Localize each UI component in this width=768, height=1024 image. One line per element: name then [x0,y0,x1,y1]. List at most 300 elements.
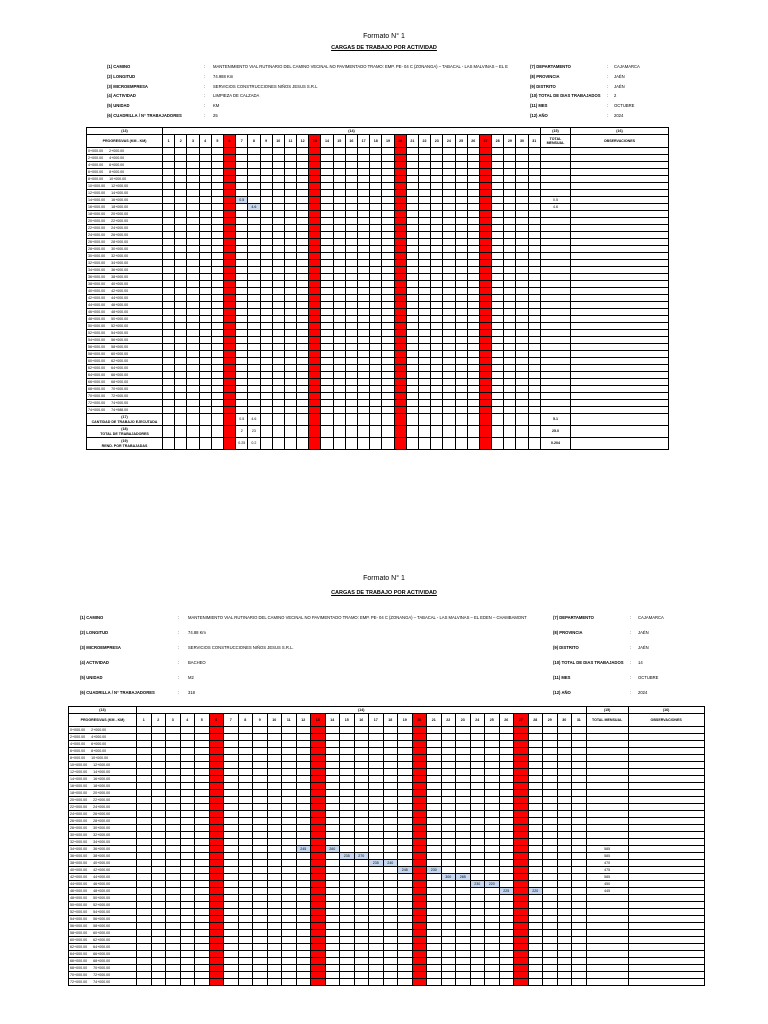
observaciones-cell [570,393,668,400]
day-cell [467,330,479,337]
day-cell [175,148,187,155]
day-cell [492,316,504,323]
day-header: 9 [253,714,268,727]
day-cell [325,748,340,755]
day-cell [180,958,195,965]
day-cell [248,393,260,400]
day-cell [479,155,491,162]
day-cell [199,400,211,407]
observaciones-cell [570,204,668,211]
table-row [87,358,669,365]
day-cell [248,155,260,162]
day-cell [431,267,443,274]
day-cell [528,281,540,288]
day-cell [282,818,297,825]
progresiva-start: 44+000.00 [88,303,106,307]
table-row [87,344,669,351]
day-cell [166,818,181,825]
day-cell [282,825,297,832]
day-cell [406,344,418,351]
day-cell [443,351,455,358]
day-cell [516,246,528,253]
day-cell [443,309,455,316]
progresiva-cell [87,232,163,239]
day-cell [456,951,471,958]
progresiva-cell [69,958,137,965]
day-cell [418,309,430,316]
day-cell [412,902,427,909]
day-cell [236,274,248,281]
day-cell [224,979,239,986]
observaciones-cell [628,853,704,860]
day-cell [412,881,427,888]
summary-day-cell [284,414,296,426]
col-header-13: (13) [87,128,163,135]
day-cell [272,246,284,253]
day-cell [311,881,326,888]
day-cell [151,804,166,811]
day-cell [455,183,467,190]
day-cell [479,344,491,351]
progresiva-end: 18+000.00 [93,784,111,788]
day-cell [431,337,443,344]
day-cell [321,295,333,302]
observaciones-cell [570,155,668,162]
day-cell [354,811,369,818]
day-cell [516,260,528,267]
day-cell [309,302,321,309]
day-cell [260,190,272,197]
day-cell [398,944,413,951]
progresiva-end: 32+000.00 [111,254,129,258]
day-cell [253,769,268,776]
day-cell [137,818,152,825]
progresiva-start: 60+000.00 [88,359,106,363]
day-cell [504,183,516,190]
day-cell [514,804,529,811]
total-mensual-cell [540,218,570,225]
day-cell [309,316,321,323]
day-cell [209,902,224,909]
day-cell [456,888,471,895]
day-cell [383,979,398,986]
day-cell [296,867,311,874]
day-cell [321,330,333,337]
progresiva-end: 24+000.00 [93,805,111,809]
day-cell [394,323,406,330]
day-cell [354,797,369,804]
day-cell [236,239,248,246]
day-cell [543,839,558,846]
day-cell [137,839,152,846]
day-cell [209,972,224,979]
day-cell [431,253,443,260]
day-cell [297,288,309,295]
day-cell [272,148,284,155]
day-cell [382,295,394,302]
progresiva-start: 56+000.00 [70,924,88,928]
day-cell [427,923,442,930]
day-header: 1 [137,714,152,727]
day-cell [187,155,199,162]
day-cell [467,316,479,323]
observaciones-cell [570,302,668,309]
day-cell [284,176,296,183]
day-cell [412,874,427,881]
day-cell [455,386,467,393]
day-cell [309,162,321,169]
day-cell [467,274,479,281]
progresiva-cell [69,755,137,762]
progresivas-header: PROGRESIVAS (KM - KM) [87,135,163,148]
day-cell [398,979,413,986]
day-cell [209,790,224,797]
progresiva-end: 64+000.00 [111,366,129,370]
day-cell [248,183,260,190]
day-cell [333,176,345,183]
day-cell [443,232,455,239]
day-cell [479,302,491,309]
summary-day-cell [443,438,455,450]
day-cell [137,797,152,804]
day-cell [456,769,471,776]
day-cell [209,881,224,888]
day-cell [325,734,340,741]
day-cell [528,267,540,274]
day-cell [528,316,540,323]
day-cell [224,727,239,734]
day-cell [224,874,239,881]
day-cell [431,274,443,281]
day-cell [321,211,333,218]
observaciones-cell [628,895,704,902]
summary-text: CANTIDAD DE TRABAJO EJECUTADA [91,419,158,424]
day-cell [180,776,195,783]
day-cell [499,811,514,818]
day-cell [528,902,543,909]
progresiva-end: 2+000.00 [109,149,125,153]
day-cell [297,323,309,330]
day-cell [223,288,235,295]
total-mensual-cell [586,902,628,909]
day-cell [166,741,181,748]
day-cell [470,790,485,797]
day-cell [443,183,455,190]
day-cell [504,148,516,155]
day-cell [485,923,500,930]
day-cell [382,344,394,351]
day-cell [195,867,210,874]
summary-day-cell [223,414,235,426]
day-header: 6 [223,135,235,148]
day-cell [479,330,491,337]
table-row [69,755,705,762]
day-cell [236,176,248,183]
progresiva-end: 72+000.00 [93,973,111,977]
day-cell [272,239,284,246]
day-cell [253,951,268,958]
progresiva-cell [87,316,163,323]
summary-day-cell [443,426,455,438]
day-cell [296,776,311,783]
day-cell [187,225,199,232]
day-cell [309,190,321,197]
summary-day-cell [199,438,211,450]
day-cell [528,351,540,358]
day-cell [394,288,406,295]
day-cell [398,972,413,979]
day-cell [383,748,398,755]
day-cell [175,393,187,400]
day-header: 17 [358,135,370,148]
day-cell [467,365,479,372]
day-cell [358,288,370,295]
day-cell [260,218,272,225]
day-cell [211,148,223,155]
day-cell [163,302,175,309]
day-cell [211,379,223,386]
summary-day-cell [455,426,467,438]
day-cell [479,260,491,267]
day-cell [382,197,394,204]
day-cell [394,267,406,274]
day-cell [383,951,398,958]
meta-value: BACHEO [188,659,206,665]
day-cell [209,853,224,860]
day-cell [272,302,284,309]
day-cell [504,260,516,267]
summary-day-cell: 2 [236,426,248,438]
day-cell [253,874,268,881]
day-cell [382,260,394,267]
observaciones-cell [628,923,704,930]
day-header: 26 [499,714,514,727]
summary-observaciones [570,414,668,426]
day-cell [557,923,572,930]
day-cell [470,762,485,769]
day-cell [557,811,572,818]
day-cell [333,344,345,351]
day-cell [557,944,572,951]
meta-colon: : [178,689,180,695]
day-cell [543,909,558,916]
day-cell [557,972,572,979]
progresiva-cell [69,951,137,958]
progresiva-cell [87,302,163,309]
day-cell [284,281,296,288]
day-cell [427,804,442,811]
day-cell [223,232,235,239]
day-cell [398,888,413,895]
day-cell [394,295,406,302]
day-cell [516,316,528,323]
summary-day-cell [297,414,309,426]
day-cell [485,755,500,762]
day-cell [369,874,384,881]
day-cell [467,169,479,176]
day-cell [199,246,211,253]
day-cell [358,379,370,386]
day-cell [431,393,443,400]
progresiva-start: 46+000.00 [88,310,106,314]
day-cell [199,267,211,274]
day-cell [406,309,418,316]
day-cell [456,734,471,741]
day-cell [223,316,235,323]
day-cell [236,295,248,302]
day-cell [406,302,418,309]
summary-day-cell [394,438,406,450]
day-cell [333,302,345,309]
progresiva-start: 52+000.00 [88,331,106,335]
day-cell [195,727,210,734]
day-cell [282,881,297,888]
day-cell [333,379,345,386]
meta-value: OCTUBRE [614,103,635,109]
day-cell [504,358,516,365]
day-cell [224,755,239,762]
day-cell [333,204,345,211]
day-cell [345,253,357,260]
day-cell [272,316,284,323]
day-cell [340,755,355,762]
day-cell [394,386,406,393]
observaciones-cell [570,295,668,302]
progresiva-end: 46+000.00 [93,882,111,886]
day-cell [284,407,296,414]
total-mensual-cell [540,232,570,239]
day-cell [354,790,369,797]
day-cell [195,860,210,867]
day-cell [236,155,248,162]
day-cell [492,288,504,295]
total-mensual-cell [586,965,628,972]
day-cell [470,909,485,916]
day-cell [470,853,485,860]
day-cell [297,393,309,400]
summary-day-cell: 0.25 [236,438,248,450]
day-cell [514,937,529,944]
day-cell [516,281,528,288]
day-cell [211,309,223,316]
day-cell [543,783,558,790]
day-cell [383,944,398,951]
day-cell [311,783,326,790]
day-cell [199,295,211,302]
total-mensual-cell [540,400,570,407]
meta-key: (10) TOTAL DE DIAS TRABAJADOS [530,93,601,99]
day-cell [248,407,260,414]
day-cell [514,832,529,839]
day-cell [492,267,504,274]
day-cell [311,790,326,797]
day-cell [456,881,471,888]
observaciones-cell [628,790,704,797]
table-row [87,183,669,190]
day-cell [354,881,369,888]
progresiva-cell [69,860,137,867]
progresiva-cell [87,204,163,211]
day-cell [398,853,413,860]
day-cell [253,846,268,853]
day-cell [485,944,500,951]
day-cell [199,365,211,372]
summary-day-cell [260,426,272,438]
summary-day-cell: 0.2 [248,438,260,450]
day-cell [311,727,326,734]
day-cell [137,741,152,748]
day-cell [180,755,195,762]
day-cell [412,762,427,769]
table-row [87,365,669,372]
day-cell [441,895,456,902]
day-cell [297,302,309,309]
day-cell [236,190,248,197]
day-cell [528,330,540,337]
day-cell [441,972,456,979]
day-cell [418,344,430,351]
day-cell [572,895,587,902]
day-cell [187,400,199,407]
day-cell [187,302,199,309]
day-cell [180,965,195,972]
day-cell [514,944,529,951]
day-header: 12 [297,135,309,148]
day-cell [358,260,370,267]
summary-row [87,438,669,450]
day-cell [267,965,282,972]
day-cell [479,211,491,218]
day-cell [528,881,543,888]
progresiva-cell [87,365,163,372]
day-cell [492,162,504,169]
day-cell [431,183,443,190]
day-cell [369,804,384,811]
day-cell [137,930,152,937]
day-cell [406,253,418,260]
day-header: 3 [187,135,199,148]
day-cell [211,211,223,218]
total-mensual-cell [540,316,570,323]
day-cell [187,281,199,288]
day-cell [470,741,485,748]
day-cell [248,288,260,295]
day-cell [238,825,253,832]
day-header: 22 [441,714,456,727]
day-header: 10 [272,135,284,148]
day-cell [427,937,442,944]
progresiva-start: 30+000.00 [88,254,106,258]
day-cell [418,295,430,302]
day-cell [199,337,211,344]
summary-day-cell [443,414,455,426]
day-cell [187,162,199,169]
day-cell [443,162,455,169]
day-cell [209,867,224,874]
day-cell [441,923,456,930]
total-mensual-cell [540,344,570,351]
day-cell [209,958,224,965]
day-cell [195,748,210,755]
day-cell [394,176,406,183]
progresiva-end: 10+000.00 [91,756,109,760]
observaciones-cell [570,225,668,232]
day-cell [467,183,479,190]
progresiva-cell [87,344,163,351]
day-cell [431,225,443,232]
day-cell [528,309,540,316]
day-cell [528,909,543,916]
